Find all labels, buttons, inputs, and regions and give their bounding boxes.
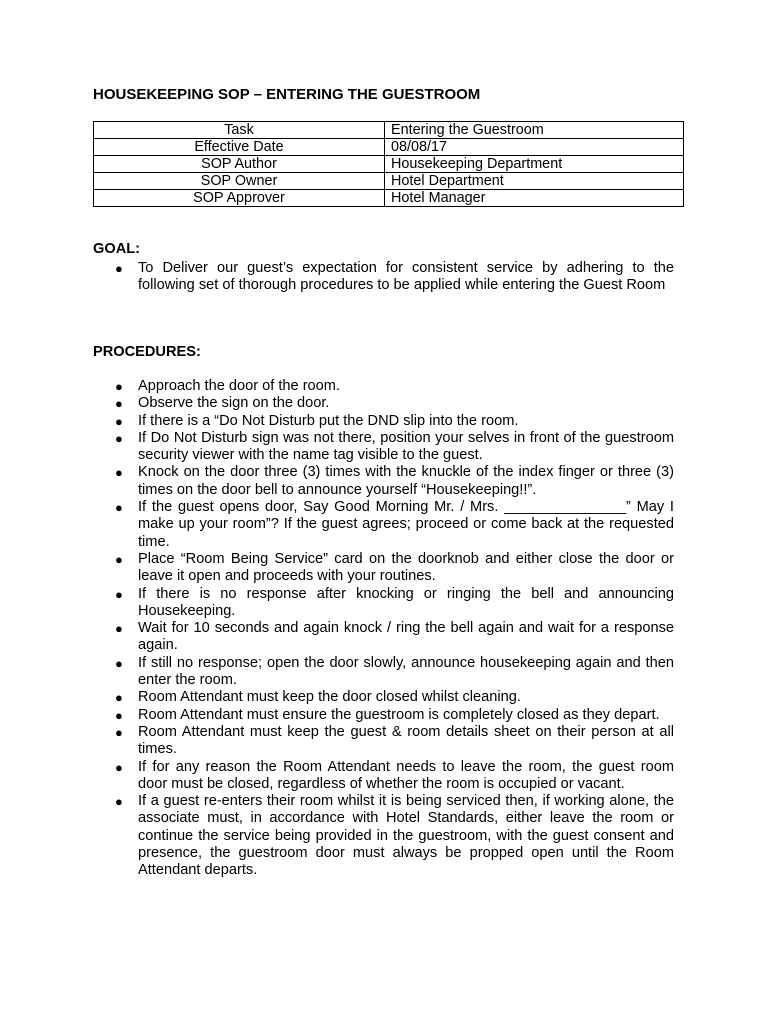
list-item	[93, 620, 674, 655]
list-item-text: Observe the sign on the door.	[138, 395, 330, 412]
bullet-icon: ●	[115, 430, 123, 446]
bullet-icon: ●	[115, 794, 123, 810]
list-item	[93, 793, 674, 879]
bullet-icon: ●	[115, 621, 123, 637]
table-row	[94, 156, 684, 173]
bullet-icon: ●	[115, 707, 123, 723]
bullet-icon: ●	[115, 551, 123, 567]
list-item	[93, 586, 674, 621]
list-item	[93, 378, 674, 395]
table-label: SOP Owner	[94, 173, 385, 190]
list-item-text: If still no response; open the door slowly, announce housekeeping again and then enter the room.	[138, 654, 674, 689]
list-item-text: Room Attendant must keep the door closed whilst cleaning.	[138, 689, 521, 706]
bullet-icon: ●	[115, 655, 123, 671]
list-item-text: Knock on the door three (3) times with the knuckle of the index finger or three (3) times on the door bell to announce yourself “Housekeeping!!”.	[138, 464, 674, 498]
list-item-text: If a guest re-enters their room whilst it is being serviced then, if working alone, the associate must, in accordance with Hotel Standards, either leave the room or continue the service being provided in the guestroom, with the guest consent and presence, the guestroom door must always be propped open until the Room Attendant departs.	[138, 793, 674, 879]
list-item	[93, 430, 674, 465]
table-value: Entering the Guestroom	[385, 122, 684, 139]
table-row	[94, 139, 684, 156]
table-value: Hotel Manager	[385, 190, 684, 207]
bullet-icon: ●	[115, 759, 123, 775]
list-item-text: Approach the door of the room.	[138, 378, 341, 394]
list-item-text: If there is no response after knocking or ringing the bell and announcing Housekeeping.	[138, 585, 674, 619]
list-item	[93, 551, 674, 586]
table-value: Hotel Department	[385, 173, 684, 190]
list-item	[93, 395, 674, 412]
table-row	[94, 122, 684, 139]
list-item-text: Room Attendant must keep the guest & room details sheet on their person at all times.	[138, 723, 674, 758]
table-label: SOP Author	[94, 156, 385, 173]
bullet-icon: ●	[115, 396, 123, 412]
list-item-text: To Deliver our guest’s expectation for consistent service by adhering to the following set of thorough procedures to be applied while entering the Guest Room	[138, 260, 674, 294]
table-value: 08/08/17	[385, 139, 684, 156]
bullet-icon: ●	[115, 500, 123, 516]
list-item-text: If Do Not Disturb sign was not there, position your selves in front of the guestroom security viewer with the name tag visible to the guest.	[138, 429, 674, 464]
table-row	[94, 173, 684, 190]
list-item	[93, 413, 674, 430]
table-label: Task	[94, 122, 385, 139]
table-label: SOP Approver	[94, 190, 385, 207]
list-item	[93, 464, 674, 499]
list-item	[93, 655, 674, 690]
procedures-list	[93, 378, 674, 880]
list-item-text: If for any reason the Room Attendant needs to leave the room, the guest room door must be closed, regardless of whether the room is occupied or vacant.	[138, 758, 674, 792]
list-item	[93, 689, 674, 706]
list-item	[93, 499, 674, 551]
table-label: Effective Date	[94, 139, 385, 156]
bullet-icon: ●	[115, 261, 123, 276]
bullet-icon: ●	[115, 465, 123, 481]
goal-heading: GOAL:	[93, 241, 141, 257]
list-item	[93, 724, 674, 759]
table-row	[94, 190, 684, 207]
bullet-icon: ●	[115, 413, 123, 429]
table-value: Housekeeping Department	[385, 156, 684, 173]
bullet-icon: ●	[115, 379, 123, 394]
sop-info-table	[93, 121, 684, 207]
list-item	[93, 707, 674, 724]
list-item	[93, 260, 674, 295]
document-title: HOUSEKEEPING SOP – ENTERING THE GUESTROOM	[93, 86, 481, 103]
bullet-icon: ●	[115, 724, 123, 740]
bullet-icon: ●	[115, 690, 123, 706]
list-item-text: Place “Room Being Service” card on the doorknob and either close the door or leave it open and proceeds with your routines.	[138, 550, 674, 585]
list-item-text: Wait for 10 seconds and again knock / ring the bell again and wait for a response again.	[138, 620, 674, 654]
list-item-text: If there is a “Do Not Disturb put the DND slip into the room.	[138, 412, 519, 429]
list-item-text: Room Attendant must ensure the guestroom is completely closed as they depart.	[138, 706, 660, 723]
goal-list	[93, 260, 674, 295]
list-item-text: If the guest opens door, Say Good Morning Mr. / Mrs. _______________” May I make up your room”? If the guest agrees; proceed or come back at the requested time.	[138, 499, 674, 550]
bullet-icon: ●	[115, 586, 123, 602]
list-item	[93, 759, 674, 794]
procedures-heading: PROCEDURES:	[93, 344, 201, 360]
